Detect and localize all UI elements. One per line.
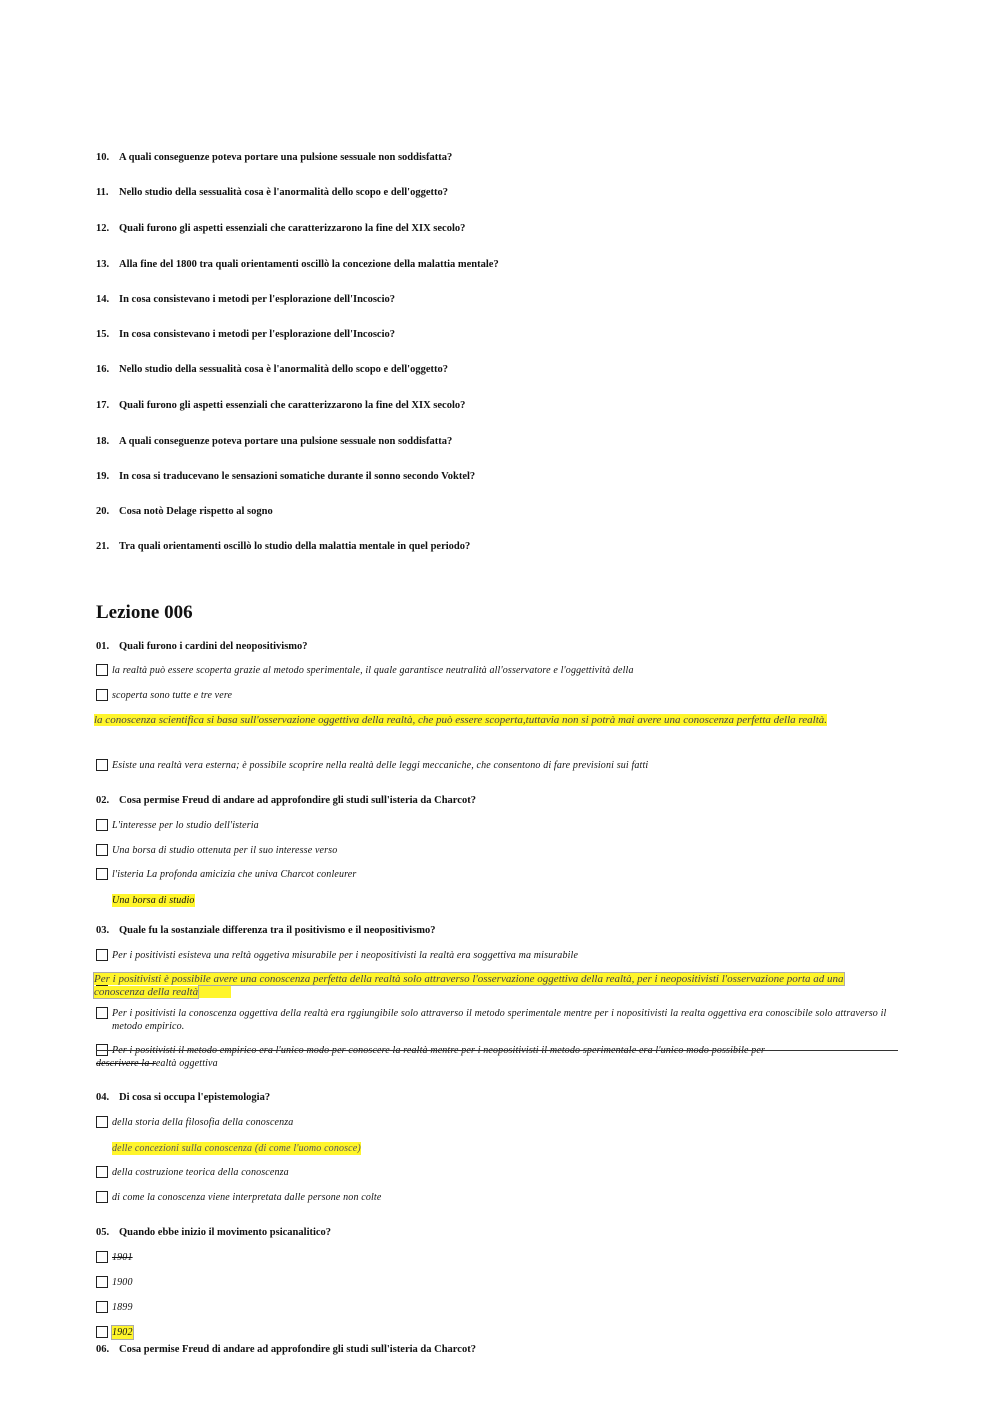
option-text: Una borsa di studio ottenuta per il suo interesse verso [112, 845, 338, 856]
question-number: 06. [96, 1344, 110, 1355]
option-text: ealtà oggettiva [155, 1058, 218, 1069]
question-text: Quale fu la sostanziale differenza tra il positivismo e il neopositivismo? [119, 925, 436, 936]
option-text: Per i positivisti esisteva una reltà oggetiva misurabile per i neopositivisti la realtà era soggettiva ma misurabile [112, 950, 579, 961]
question-17 [96, 400, 465, 411]
question-text: Quando ebbe inizio il movimento psicanalitico? [119, 1227, 332, 1238]
question-number: 15. [96, 329, 110, 340]
question-19 [96, 471, 475, 482]
answer-option[interactable] [96, 689, 232, 702]
question-text: Quali furono gli aspetti essenziali che caratterizzarono la fine del XIX secolo? [119, 400, 466, 411]
question-number: 04. [96, 1092, 110, 1103]
question-text: A quali conseguenze poteva portare una pulsione sessuale non soddisfatta? [119, 436, 453, 447]
question-number: 18. [96, 436, 110, 447]
option-text: la realtà può essere scoperta grazie al metodo sperimentale, il quale garantisce neutralità all'osservatore e l'oggettività della [112, 665, 634, 676]
checkbox[interactable] [96, 844, 108, 856]
question-number: 12. [96, 223, 110, 234]
question-text: Quali furono gli aspetti essenziali che caratterizzarono la fine del XIX secolo? [119, 223, 466, 234]
question-03 [96, 925, 436, 936]
answer-option[interactable] [96, 1326, 133, 1339]
highlighted-answer [96, 1142, 361, 1155]
highlighted-answer [94, 973, 878, 999]
question-number: 03. [96, 925, 110, 936]
option-text: scoperta sono tutte e tre vere [112, 690, 233, 701]
question-11 [96, 187, 448, 198]
question-number: 17. [96, 400, 110, 411]
question-text: In cosa consistevano i metodi per l'esplorazione dell'Incoscio? [119, 329, 396, 340]
question-number: 11. [96, 187, 109, 198]
highlighted-text: Una borsa di studio [112, 895, 195, 906]
question-number: 19. [96, 471, 110, 482]
highlighted-text: Per i positivisti è possibile avere una conoscenza perfetta della realtà solo attraverso l'osservazione oggettiva della realtà, per i neopositivisti l'osservazione porta ad una conoscenza della realtà [94, 973, 844, 998]
question-text: Cosa permise Freud di andare ad approfondire gli studi sull'isteria da Charcot? [119, 795, 476, 806]
checkbox[interactable] [96, 1166, 108, 1178]
answer-option[interactable] [96, 1007, 902, 1033]
option-text: 1900 [112, 1277, 133, 1288]
answer-option[interactable] [96, 868, 356, 881]
answer-option[interactable] [96, 949, 578, 962]
question-14 [96, 294, 395, 305]
question-04 [96, 1092, 270, 1103]
strike-line [96, 1050, 898, 1051]
question-text: Cosa permise Freud di andare ad approfondire gli studi sull'isteria da Charcot? [119, 1344, 476, 1355]
question-number: 02. [96, 795, 110, 806]
option-text: Esiste una realtà vera esterna; è possibile scoprire nella realtà delle leggi meccaniche, che consentono di fare previsioni sui fatti [112, 760, 649, 771]
checkbox[interactable] [96, 1007, 108, 1019]
question-text: A quali conseguenze poteva portare una pulsione sessuale non soddisfatta? [119, 152, 453, 163]
highlighted-answer [94, 714, 874, 727]
checkbox[interactable] [96, 689, 108, 701]
question-text: Nello studio della sessualità cosa è l'anormalità dello scopo e dell'oggetto? [119, 364, 448, 375]
highlighted-text: la conoscenza scientifica si basa sull'osservazione oggettiva della realtà, che può essere scoperta,tuttavia non si potrà mai avere una conoscenza perfetta della realtà. [94, 714, 828, 726]
question-02 [96, 795, 476, 806]
question-text: Alla fine del 1800 tra quali orientamenti oscillò la concezione della malattia mentale? [119, 259, 499, 270]
question-number: 05. [96, 1227, 110, 1238]
question-21 [96, 541, 470, 552]
question-20 [96, 506, 273, 517]
answer-option[interactable] [96, 664, 634, 677]
question-12 [96, 223, 465, 234]
answer-option[interactable] [96, 1276, 133, 1289]
question-text: Quali furono i cardini del neopositivismo? [119, 641, 308, 652]
strike-text: descrivere la r [96, 1058, 156, 1069]
highlighted-text: delle concezioni sulla conoscenza (di come l'uomo conosce) [112, 1143, 361, 1154]
question-text: Di cosa si occupa l'epistemologia? [119, 1092, 271, 1103]
question-number: 10. [96, 152, 110, 163]
checkbox[interactable] [96, 1116, 108, 1128]
checkbox[interactable] [96, 1276, 108, 1288]
lesson-title: Lezione 006 [96, 602, 193, 623]
checkbox[interactable] [96, 819, 108, 831]
option-text: L'interesse per lo studio dell'isteria [112, 820, 259, 831]
question-16 [96, 364, 448, 375]
option-text: Per i positivisti la conoscenza oggettiva della realtà era rggiungibile solo attraverso il metodo sperimentale mentre per i nopositivisti la realta oggettiva era conoscibile solo attraverso il metodo empirico. [112, 1008, 887, 1032]
question-number: 14. [96, 294, 110, 305]
question-10 [96, 152, 452, 163]
answer-option-continuation [96, 1057, 218, 1070]
answer-option[interactable] [96, 844, 337, 857]
checkbox[interactable] [96, 868, 108, 880]
question-text: Cosa notò Delage rispetto al sogno [119, 506, 273, 517]
question-number: 21. [96, 541, 110, 552]
question-18 [96, 436, 452, 447]
question-number: 16. [96, 364, 110, 375]
option-text: di come la conoscenza viene interpretata dalle persone non colte [112, 1192, 382, 1203]
answer-option[interactable] [96, 1116, 293, 1129]
grey-highlight [198, 986, 231, 998]
checkbox[interactable] [96, 1251, 108, 1263]
highlighted-answer [96, 894, 195, 907]
option-text: l'isteria La profonda amicizia che univa Charcot conleurer [112, 869, 357, 880]
question-number: 01. [96, 641, 110, 652]
question-text: Nello studio della sessualità cosa è l'anormalità dello scopo e dell'oggetto? [119, 187, 448, 198]
answer-option[interactable] [96, 1301, 133, 1314]
option-text: della costruzione teorica della conoscenza [112, 1167, 289, 1178]
option-text: 1902 [112, 1327, 133, 1338]
question-06 [96, 1344, 476, 1355]
option-text: della storia della filosofia della conoscenza [112, 1117, 294, 1128]
question-13 [96, 259, 499, 270]
question-text: In cosa si traducevano le sensazioni somatiche durante il sonno secondo Voktel? [119, 471, 476, 482]
checkbox[interactable] [96, 1326, 108, 1338]
checkbox[interactable] [96, 664, 108, 676]
checkbox[interactable] [96, 759, 108, 771]
question-05 [96, 1227, 331, 1238]
answer-option[interactable] [96, 1251, 133, 1264]
question-number: 20. [96, 506, 110, 517]
option-text: 1899 [112, 1302, 133, 1313]
question-15 [96, 329, 395, 340]
checkbox[interactable] [96, 1301, 108, 1313]
question-number: 13. [96, 259, 110, 270]
question-01 [96, 641, 308, 652]
checkbox[interactable] [96, 1191, 108, 1203]
question-text: In cosa consistevano i metodi per l'esplorazione dell'Incoscio? [119, 294, 396, 305]
option-text: 1901 [112, 1252, 133, 1263]
checkbox[interactable] [96, 949, 108, 961]
question-text: Tra quali orientamenti oscillò lo studio della malattia mentale in quel periodo? [119, 541, 471, 552]
answer-option[interactable] [96, 1191, 381, 1204]
answer-option[interactable] [96, 759, 648, 772]
answer-option[interactable] [96, 1166, 289, 1179]
answer-option[interactable] [96, 819, 259, 832]
